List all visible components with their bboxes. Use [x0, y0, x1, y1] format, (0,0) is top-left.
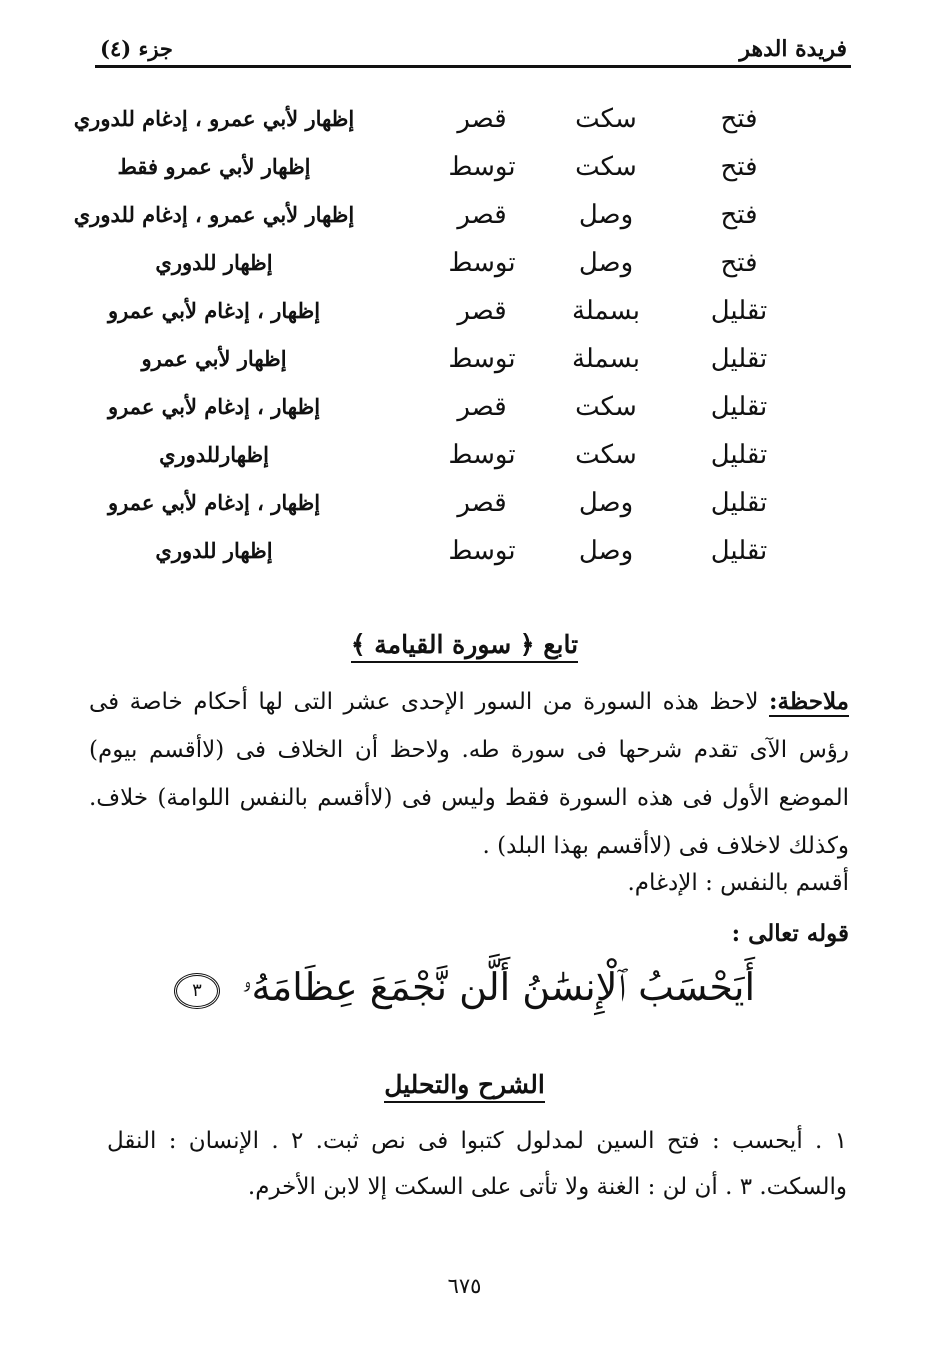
book-title: فريدة الدهر	[739, 36, 847, 62]
cell-ruling: إظهار لأبي عمرو فقط	[117, 154, 311, 179]
section-title: تابع ﴿ سورة القيامة ﴾	[351, 630, 578, 663]
cell-imala: فتح	[720, 152, 758, 182]
cell-ruling: إظهار لأبي عمرو	[141, 346, 287, 371]
ayah-number-marker: ٣	[174, 973, 220, 1009]
cell-madd: توسط	[448, 344, 516, 374]
cell-ruling: إظهار للدوري	[155, 538, 273, 563]
header-divider	[95, 65, 851, 68]
cell-ruling: إظهار لأبي عمرو ، إدغام للدوري	[73, 106, 355, 131]
table-row	[89, 148, 779, 196]
section-heading	[0, 630, 929, 659]
verse-text: أَيَحْسَبُ ٱلْإِنسَٰنُ أَلَّن نَّجْمَعَ عِظَامَهُۥ	[242, 965, 756, 1009]
explanation-heading	[0, 1070, 929, 1099]
cell-imala: فتح	[720, 248, 758, 278]
cell-between-suras: وصل	[578, 536, 634, 566]
cell-between-suras: سكت	[575, 392, 637, 422]
note-paragraph	[89, 678, 849, 870]
explanation-title: الشرح والتحليل	[384, 1070, 545, 1103]
quran-verse	[0, 965, 929, 1010]
cell-between-suras: وصل	[578, 248, 634, 278]
note-label: ملاحظة:	[769, 688, 849, 715]
cell-imala: تقليل	[710, 344, 768, 374]
cell-ruling: إظهار لأبي عمرو ، إدغام للدوري	[73, 202, 355, 227]
cell-madd: قصر	[457, 488, 507, 518]
cell-imala: تقليل	[710, 296, 768, 326]
table-row	[89, 244, 779, 292]
table-row	[89, 292, 779, 340]
cell-imala: فتح	[720, 200, 758, 230]
note-text: لاحظ هذه السورة من السور الإحدى عشر التى لها أحكام خاصة فى رؤس الآى تقدم شرحها فى سورة طه. ولاحظ أن الخلاف فى (لاأقسم بيوم) الموضع الأول فى هذه السورة فقط وليس فى (لاأقسم بالنفس اللوامة) خلاف. وكذلك لاخلاف فى (لاأقسم بهذا البلد) .	[89, 689, 849, 859]
cell-imala: تقليل	[710, 536, 768, 566]
table-row	[89, 484, 779, 532]
note-line-idgham: أقسم بالنفس : الإدغام.	[627, 870, 849, 896]
cell-madd: توسط	[448, 248, 516, 278]
table-row	[89, 388, 779, 436]
cell-madd: توسط	[448, 440, 516, 470]
readings-table	[73, 100, 779, 580]
verse-intro: قوله تعالى :	[731, 920, 849, 947]
cell-between-suras: سكت	[575, 152, 637, 182]
cell-madd: قصر	[457, 296, 507, 326]
cell-madd: قصر	[457, 104, 507, 134]
cell-imala: تقليل	[710, 440, 768, 470]
cell-ruling: إظهار ، إدغام لأبي عمرو	[107, 490, 321, 515]
table-row	[89, 532, 779, 580]
cell-imala: تقليل	[710, 488, 768, 518]
cell-between-suras: بسملة	[571, 296, 640, 326]
explanation-paragraph: ١ . أيحسب : فتح السين لمدلول كتبوا فى نص ثبت. ٢ . الإنسان : النقل والسكت. ٣ . أن لن : الغنة ولا تأتى على السكت إلا لابن الأخرم.	[107, 1128, 847, 1200]
table-row	[89, 436, 779, 484]
cell-between-suras: سكت	[575, 104, 637, 134]
part-label: جزء (٤)	[100, 36, 173, 61]
cell-between-suras: وصل	[578, 200, 634, 230]
table-row	[73, 196, 779, 244]
cell-madd: توسط	[448, 536, 516, 566]
cell-madd: توسط	[448, 152, 516, 182]
cell-madd: قصر	[457, 200, 507, 230]
page-number: ٦٧٥	[447, 1274, 482, 1298]
cell-ruling: إظهار للدوري	[155, 250, 273, 275]
cell-ruling: إظهار ، إدغام لأبي عمرو	[107, 394, 321, 419]
cell-madd: قصر	[457, 392, 507, 422]
cell-ruling: إظهار ، إدغام لأبي عمرو	[107, 298, 321, 323]
cell-between-suras: وصل	[578, 488, 634, 518]
cell-imala: فتح	[720, 104, 758, 134]
table-row	[89, 340, 779, 388]
cell-ruling: إظهارللدوري	[159, 442, 269, 467]
cell-imala: تقليل	[710, 392, 768, 422]
cell-between-suras: بسملة	[571, 344, 640, 374]
table-row	[73, 100, 779, 148]
cell-between-suras: سكت	[575, 440, 637, 470]
